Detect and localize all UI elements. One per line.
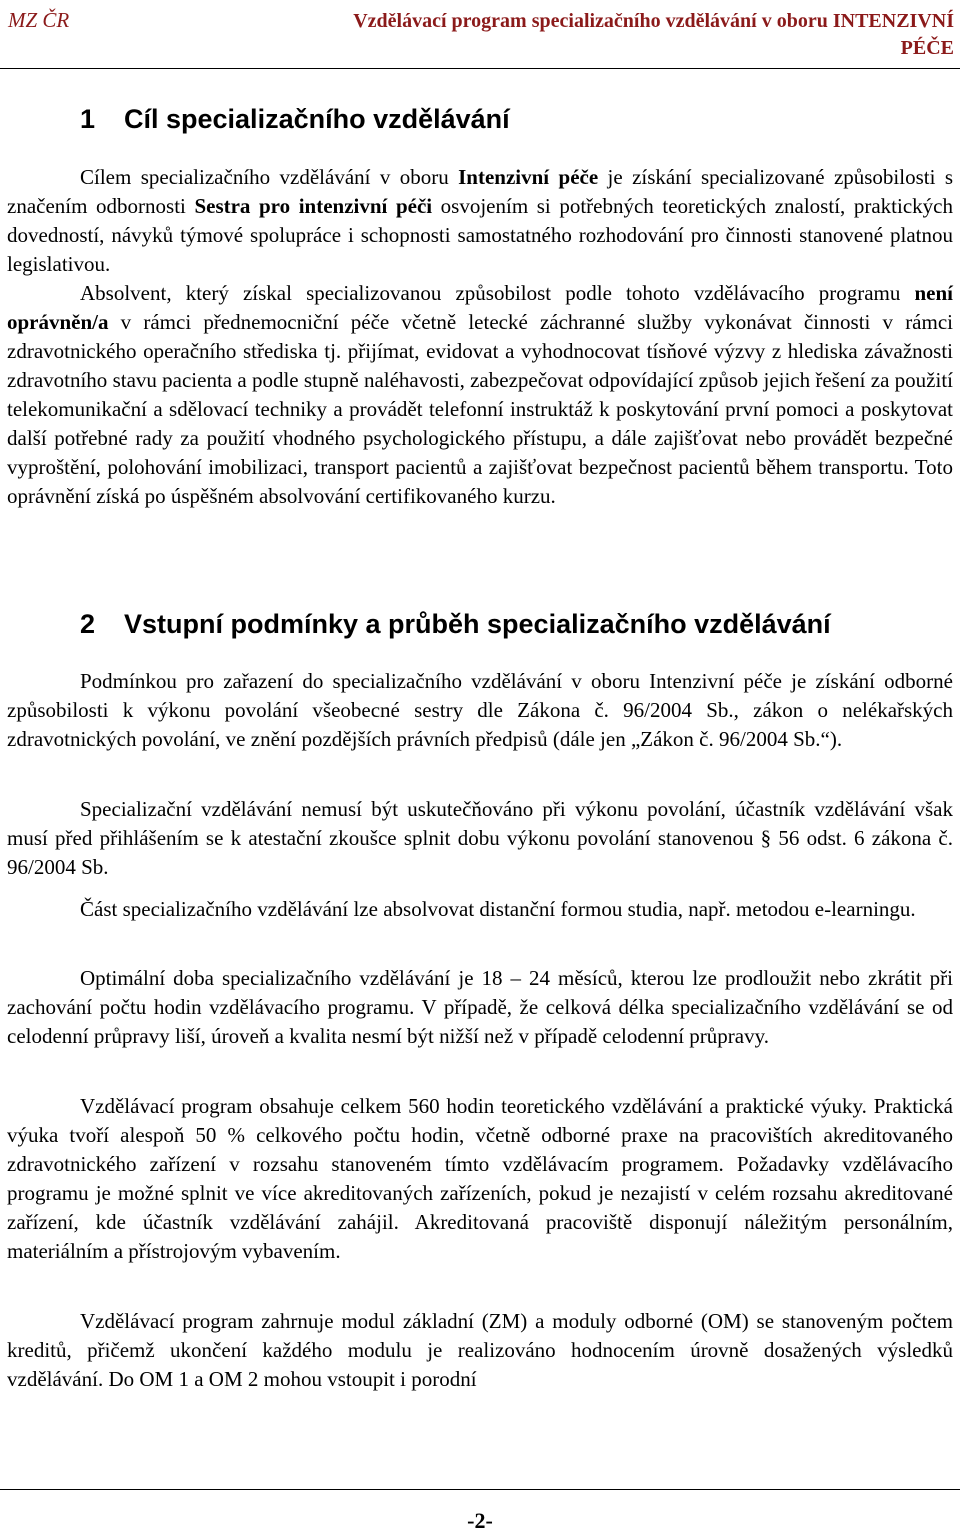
page-number: -2- xyxy=(467,1508,493,1533)
section-2-paragraph-1: Podmínkou pro zařazení do specializačního vzdělávání v oboru Intenzivní péče je získání odborné způsobilosti k výkonu povolání všeobecné sestry dle Zákona č. 96/2004 Sb., zákon o nelékařských zdravotnických povolání, ve znění pozdějších právních předpisů (dále jen „Zákon č. 96/2004 Sb.“). xyxy=(7,669,953,751)
section-2-title: Vstupní podmínky a průběh specializačního vzdělávání xyxy=(124,609,831,639)
header-document-title: Vzdělávací program specializačního vzdělávání v oboru INTENZIVNÍ PÉČE xyxy=(353,10,954,59)
section-1-heading xyxy=(80,104,510,135)
section-2-number: 2 xyxy=(80,609,96,639)
header-publisher: MZ ČR xyxy=(8,8,70,32)
footer-divider xyxy=(0,1489,960,1490)
section-1-paragraph-1: Cílem specializačního vzdělávání v oboru Intenzivní péče je získání specializované způsobilosti s značením odbornosti Sestra pro intenzivní péči osvojením si potřebných teoretických znalostí, praktických dovedností, návyků týmové spolupráce i schopnosti samostatného rozhodování pro činnosti stanovené platnou legislativou. xyxy=(7,165,953,276)
page-header xyxy=(0,4,960,69)
section-1-title: Cíl specializačního vzdělávání xyxy=(124,104,510,134)
section-2-paragraph-3: Část specializačního vzdělávání lze absolvovat distanční formou studia, např. metodou e-learningu. xyxy=(80,897,916,921)
section-1-paragraph-2: Absolvent, který získal specializovanou způsobilost podle tohoto vzdělávacího programu není oprávněn/a v rámci přednemocniční péče včetně letecké záchranné služby vykonávat činnosti v rámci zdravotnického operačního střediska tj. přijímat, evidovat a vyhodnocovat tísňové výzvy z hlediska závažnosti zdravotního stavu pacienta a podle stupně naléhavosti, zabezpečovat odpovídající způsob jejich řešení za použití telekomunikační a sdělovací techniky a provádět telefonní instruktáž k poskytování první pomoci a poskytovat další potřebné rady za použití vhodného psychologického přístupu, a dále zajišťovat nebo provádět bezpečné vyproštění, polohování imobilizaci, transport pacientů a zajišťovat bezpečnost pacientů během transportu. Toto oprávnění získá po úspěšném absolvování certifikovaného kurzu. xyxy=(7,281,953,508)
section-2-paragraph-2: Specializační vzdělávání nemusí být uskutečňováno při výkonu povolání, účastník vzdělávání však musí před přihlášením se k atestační zkoušce splnit dobu výkonu povolání stanovenou § 56 odst. 6 zákona č. 96/2004 Sb. xyxy=(7,797,953,879)
section-2-paragraph-4: Optimální doba specializačního vzdělávání je 18 – 24 měsíců, kterou lze prodloužit nebo zkrátit při zachování počtu hodin vzdělávacího programu. V případě, že celková délka specializačního vzdělávání se od celodenní průpravy liší, úroveň a kvalita nesmí být nižší než v případě celodenní průpravy. xyxy=(7,966,953,1048)
section-2-paragraph-6: Vzdělávací program zahrnuje modul základní (ZM) a moduly odborné (OM) se stanoveným počtem kreditů, přičemž ukončení každého modulu je realizováno hodnocením úrovně dosažených výsledků vzdělávání. Do OM 1 a OM 2 mohou vstoupit i porodní xyxy=(7,1309,953,1391)
section-2-heading xyxy=(80,609,831,640)
section-1-number: 1 xyxy=(80,104,96,134)
section-2-paragraph-5: Vzdělávací program obsahuje celkem 560 hodin teoretického vzdělávání a praktické výuky. Praktická výuka tvoří alespoň 50 % celkového počtu hodin, včetně odborné praxe na pracovištích akreditovaného zdravotnického zařízení v rozsahu stanoveném tímto vzdělávacím programem. Požadavky vzdělávacího programu je možné splnit ve více akreditovaných zařízeních, pokud je nezajistí v celém rozsahu akreditované zařízení, kde účastník vzdělávání zahájil. Akreditovaná pracoviště disponují náležitým personálním, materiálním a přístrojovým vybavením. xyxy=(7,1094,953,1263)
